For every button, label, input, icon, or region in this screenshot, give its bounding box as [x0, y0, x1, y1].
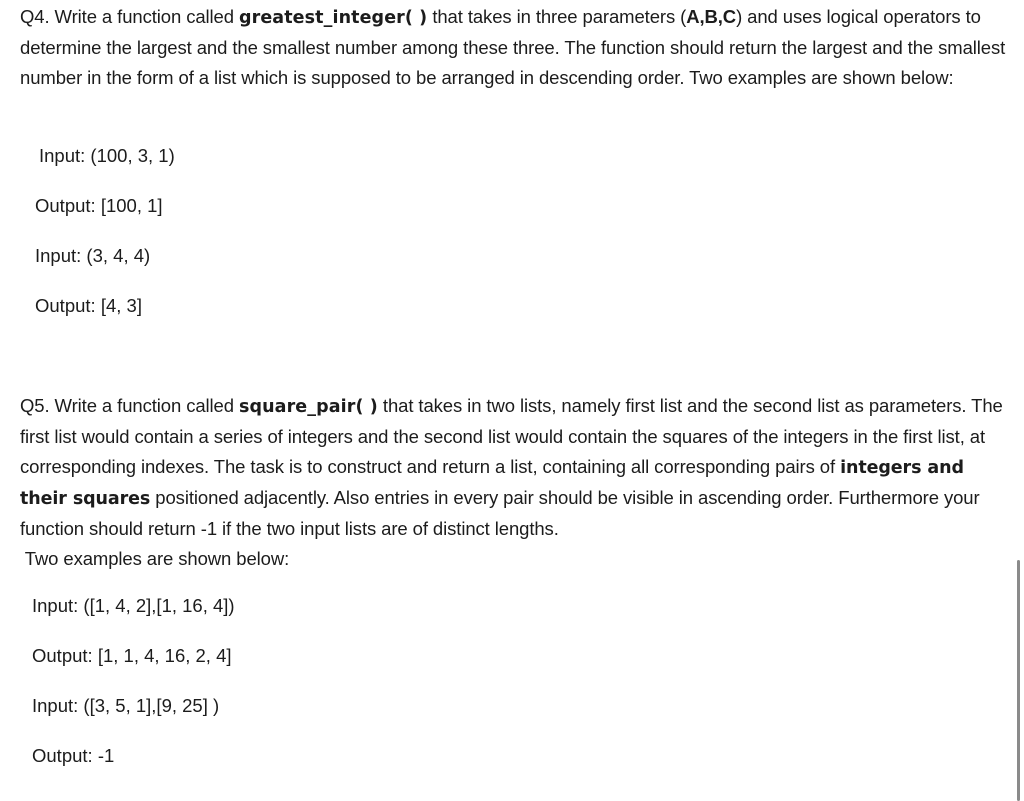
q5-example-output-1: Output: [1, 1, 4, 16, 2, 4]	[32, 645, 232, 666]
q5-question-text	[20, 391, 1010, 574]
q4-example-output-2: Output: [4, 3]	[35, 295, 142, 316]
q4-intro-rest: ) and uses logical operators to determine the largest and the smallest number among these three. The function should return the largest and the smallest number in the form of a list which is supposed to be arranged in descending order. Two examples are shown below:	[20, 6, 1006, 88]
q4-example-input-2: Input: (3, 4, 4)	[35, 245, 151, 266]
q5-emphasis: integers and their squares	[20, 458, 964, 509]
q4-question-text	[20, 2, 1010, 93]
q5-example-output-2: Output: -1	[32, 745, 115, 766]
q5-example-input-1: Input: ([1, 4, 2],[1, 16, 4])	[32, 595, 235, 616]
q4-intro-mid: that takes in three parameters (	[427, 6, 687, 27]
q4-example-input-1: Input: (100, 3, 1)	[39, 145, 175, 166]
q5-intro-mid: that takes in two lists, namely first list and the second list as parameters. The first list would contain a series of integers and the second list would contain the squares of the integers in the first list, at corresponding indexes. The task is to construct and return a list, containing all corresponding pairs of	[20, 395, 1003, 477]
q4-intro-before: Q4. Write a function called	[20, 6, 239, 27]
vertical-scrollbar[interactable]	[1017, 560, 1020, 801]
q4-params: A,B,C	[686, 6, 737, 27]
q5-intro-last: Two examples are shown below:	[20, 548, 290, 569]
q5-example-input-2: Input: ([3, 5, 1],[9, 25] )	[32, 695, 220, 716]
q4-example-output-1: Output: [100, 1]	[35, 195, 163, 216]
q5-function-name: square_pair( )	[238, 397, 378, 417]
q5-intro-rest: positioned adjacently. Also entries in every pair should be visible in ascending order. Furthermore your function should return -1 if the two input lists are of distinct lengths.	[20, 487, 980, 539]
q4-function-name: greatest_integer( )	[238, 8, 428, 28]
q5-intro-before: Q5. Write a function called	[20, 395, 239, 416]
